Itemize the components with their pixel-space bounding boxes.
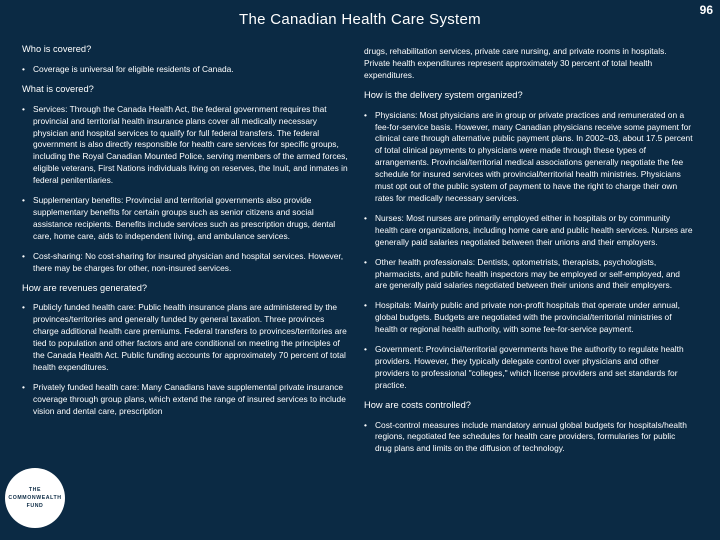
logo-line-3: FUND xyxy=(26,503,44,509)
bullet-government: • Government: Provincial/territorial governments have the authority to regulate health providers. However, they typically delegate control over physicians and other providers to professional "colleges," which license providers and set standards for practice. xyxy=(364,344,694,392)
bullet-supplementary-benefits: • Supplementary benefits: Provincial and territorial governments also provide supplementary benefits for certain groups such as senior citizens and social assistance recipients. Benefits include services such as prescription drugs, dental care, home care, aids to independent living, and ambulance services. xyxy=(22,195,352,243)
continuation-text: drugs, rehabilitation services, private care nursing, and private rooms in hospitals. Private health expenditures represent approximately 30 percent of total health expenditures. xyxy=(364,46,667,80)
heading-revenues: How are revenues generated? xyxy=(22,282,148,293)
bullet-cost-control: • Cost-control measures include mandatory annual global budgets for hospitals/health regions, negotiated fee schedules for health care providers, formularies for public drug plans and limits on the diffusion of technology. xyxy=(364,420,694,456)
heading-delivery: How is the delivery system organized? xyxy=(364,89,523,100)
bullet-private-funding: • Privately funded health care: Many Canadians have supplemental private insurance coverage through group plans, which extend the range of insured services to include vision and dental care, prescription xyxy=(22,382,352,418)
bullet-services: • Services: Through the Canada Health Act, the federal government requires that provincial and territorial health insurance plans cover all medically necessary physician and hospital services to qualify for full federal transfers. The federal government is also directly responsible for health care services for specific groups, including the Royal Canadian Mounted Police, serving members of the armed forces, eligible veterans, First Nations individuals living on reserves, the Inuit, and inmates in federal penitentiaries. xyxy=(22,104,352,187)
bullet-nurses: • Nurses: Most nurses are primarily employed either in hospitals or by community health care organizations, including home care and public health services. Nurses are generally paid salaries negotiated between their unions and their employers. xyxy=(364,213,694,249)
bullet-other-professionals: • Other health professionals: Dentists, optometrists, therapists, psychologists, pharmacists, and public health inspectors may be employed or self-employed, and are generally paid salaries negotiated between their unions and their employers. xyxy=(364,257,694,293)
logo-line-1: THE xyxy=(28,487,42,493)
heading-costs: How are costs controlled? xyxy=(364,399,471,410)
heading-who-covered: Who is covered? xyxy=(22,44,92,54)
bullet-public-funding: • Publicly funded health care: Public health insurance plans are administered by the provinces/territories and generally funded by general taxation. Three provinces charge additional health care premiums. Federal transfers to provinces/territories are tied to population and other factors and are conditional on meeting the principles of the Canada Health Act. Public funding accounts for approximately 70 percent of total health expenditures. xyxy=(22,302,352,373)
bullet-coverage: • Coverage is universal for eligible residents of Canada. xyxy=(22,64,352,76)
commonwealth-fund-logo xyxy=(5,468,65,528)
left-column xyxy=(22,44,352,426)
page-number: 96 xyxy=(699,3,713,17)
right-column xyxy=(364,46,694,463)
logo-line-2: COMMONWEALTH xyxy=(8,495,62,501)
page-title: The Canadian Health Care System xyxy=(239,11,481,28)
bullet-hospitals: • Hospitals: Mainly public and private non-profit hospitals that operate under annual, global budgets. Budgets are negotiated with the provincial/territorial ministries of health or regional health authority, with some fee-for-service payment. xyxy=(364,300,694,336)
bullet-physicians: • Physicians: Most physicians are in group or private practices and remunerated on a fee-for-service basis. However, many Canadian physicians receive some payment for clinical care through alternative public payment plans. In 2002–03, about 17.5 percent of total clinical payments to physicians were made through these types of arrangements. Provincial/territorial medical associations generally negotiate the fee schedule for insured services with provincial/territorial health ministries. Physicians must opt out of the public system of payment to have the right to charge their own rates for medically necessary services. xyxy=(364,110,694,205)
bullet-cost-sharing: • Cost-sharing: No cost-sharing for insured physician and hospital services. However, there may be charges for other, non-insured services. xyxy=(22,251,352,275)
heading-what-covered: What is covered? xyxy=(22,83,94,94)
